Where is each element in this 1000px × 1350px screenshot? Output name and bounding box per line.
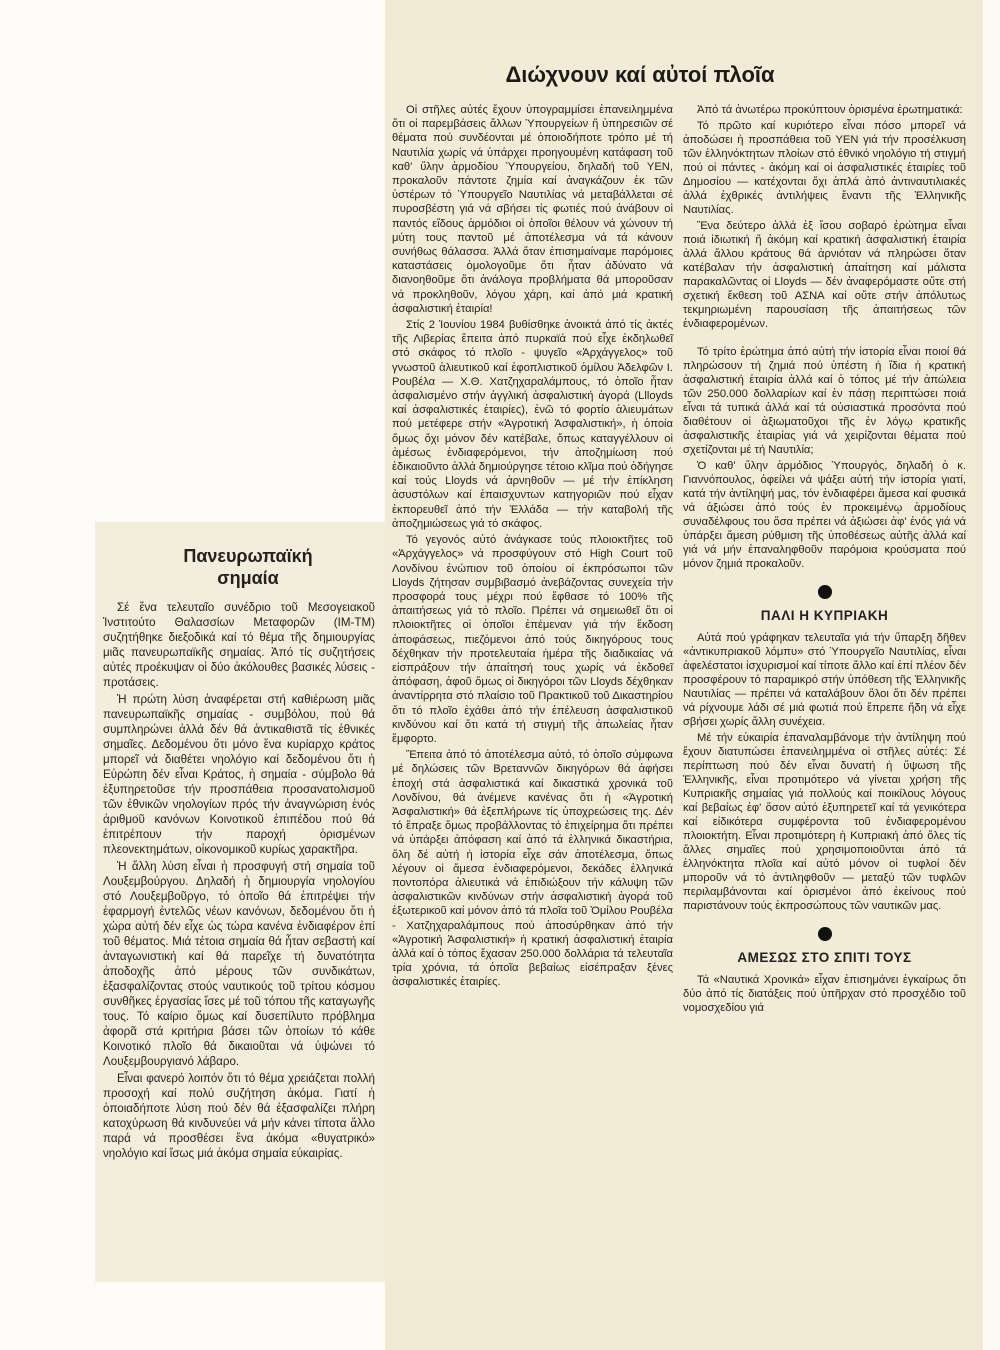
section-title-home: ΑΜΕΣΩΣ ΣΤΟ ΣΠΙΤΙ ΤΟΥΣ xyxy=(737,950,912,965)
right-paragraph: Ἕνα δεύτερο ἀλλά ἐξ ἴσου σοβαρό ἐρώτημα εἶναι ποιά ἰδιωτική ἤ ἀκόμη καί κρατική ἀσφαλιστική ἑταιρία ἀλλά ἄλλου κράτους θά ἀρνιόταν νά πληρώσει ὅταν κατέβαλαν τήν ἀσφαλιστική ἀπαίτηση καί μάλιστα παρακαλῶντας οἱ Lloyds — δέν ἀναφερόμαστε οὔτε στή σχετική ἔκθεση τοῦ ΑΣΝΑ καί οὔτε στήν ἀπόλυτως τεκμηριωμένη παρουσίαση τῆς ἀπαιτήσεως τῶν ἐνδιαφερομένων. xyxy=(683,220,966,330)
right-paragraph: Ὁ καθ' ὕλην ἁρμόδιος Ὑπουργός, δηλαδή ὁ κ. Γιαννόπουλος, ὀφείλει νά ψάξει αὐτή τήν ἱστορία γιατί, κατά τήν ἀντίληψή μας, τόν ἐνδιαφέρει ἄμεσα καί φυσικά νά ἀξιώσει ἀπό τούς ἐν προκειμένῳ ἁρμοδίους συναδέλφους του ὅσα πρέπει νά ἀξιώσει ἀφ' ἑνός γιά νά ὑπάρξει ἄμεση ρύθμιση τῆς ὑποθέσεως αὐτῆς ἀλλά καί γιά νά μήν ἐπαναληφθοῦν παρόμοια κρούσματα πού μόνον ζημιά προκαλοῦν. xyxy=(683,460,966,570)
middle-paragraph: Τό γεγονός αὐτό ἀνάγκασε τούς πλοιοκτῆτες τοῦ «Ἀρχάγγελος» νά προσφύγουν στό High Court τοῦ Λονδίνου ἐνώπιον τοῦ ὁποίου οἱ ἐκπρόσωποι τῶν Lloyds ζήτησαν συμβιβασμό ἀνεβάζοντας συνεχεία τήν προσφορά τους μέχρι πού ἔφθασε τό 100% τῆς ἀπαιτήσεως γιά τό πλοῖο. Πρέπει νά σημειωθεῖ ὅτι οἱ πλοιοκτῆτες οἱ ὁποῖοι ἐπέμεναν γιά τήν ἔκδοση ἀποφάσεως, πιεζόμενοι ἀπό τούς δικηγόρους τους δέχθηκαν τήν προτελευταία ἡμέρα τῆς διαδικαίας νά εἰσπράξουν τήν ἀπαίτησή τους χωρίς νά ἐκδοθεῖ ἀπόφαση, ἀφοῦ ὅμως οἱ δικηγόροι τῶν Lloyds δέχθηκαν ἀναντίρρητα στό πλαίσιο τοῦ Πρακτικοῦ τοῦ Δικαστηρίου ὅτι τό πλοῖο ἐχάθει ἀπό τήν ἐπέλευση ἀσφαλιστικοῦ κινδύνου καί ὅτι κατά τή στιγμή τῆς ἀπωλείας ἦταν ἔμφορτο. xyxy=(392,534,673,745)
right-paragraph: Τό τρίτο ἐρώτημα ἀπό αὐτή τήν ἱστορία εἶναι ποιοί θά πληρώσουν τή ζημιά πού ὑπέστη ἡ ἴδια ἡ κρατική ἀσφαλιστική ἑταιρία ἀλλά καί ὁ τόπος μέ τήν ἀπώλεια τῶν 250.000 δολλαρίων καί ἐν πάσῃ περιπτώσει ποιά εἶναι τά τυπικά ἀλλά καί τά οὐσιαστικά προσόντα πού διαθέτουν οἱ ἀξιωματοῦχοι τῆς ἐν λόγῳ κρατικῆς ἀσφαλιστικῆς ἑταιρίας γιά νά χειρίζονται θέματα πού σχετίζονται μέ τή Ναυτιλία; xyxy=(683,346,966,456)
left-paragraph: Ἡ πρώτη λύση ἀναφέρεται στή καθιέρωση μιᾶς πανευρωπαϊκῆς σημαίας - συμβόλου, πού θά συμπληρώνει ἀλλά δέν θά ἀντικαθιστᾶ τίς ἐθνικές σημαῖες. Δεδομένου ὅτι μόνο ἕνα κυρίαρχο κράτος μπορεῖ νά διαθέτει νηολόγιο καί δεδομένου ὅτι ἡ Εὐρώπη δέν εἶναι Κράτος, ἡ σημαία - σύμβολο θά ἐξυπηρετοῦσε τήν προσπάθεια προσανατολισμοῦ τῶν ἐθνικῶν νηολογίων πρός τήν ἀναγνώριση ἑνός ἀριθμοῦ κανόνων Κοινοτικοῦ ἐπιπέδου πού θά ἐπιτρέπουν τήν παροχή ὁρισμένων πλεονεκτημάτων, οἰκονομικοῦ κυρίως χαρακτῆρα. xyxy=(103,693,375,856)
middle-column-body xyxy=(392,103,673,990)
left-article-title-line1: Πανευρωπαϊκή xyxy=(183,546,313,566)
section-bullet-icon xyxy=(818,927,832,941)
left-article-title xyxy=(118,545,378,589)
right-paragraph: Τό πρῶτο καί κυριότερο εἶναι πόσο μπορεῖ νά ἀποδώσει ἡ προσπάθεια τοῦ ΥΕΝ γιά τήν προσέλκυση τῶν ἑλληνόκτητων πλοίων στό ἐθνικό νηολόγιο τή στιγμή πού οἱ πάντες - ἀκόμη καί οἱ ἀσφαλιστικές ἑταιρίες τοῦ Δημοσίου — κατέχονται ὄχι ἁπλά ἀπό ἀντιναυτιλιακές ἀλλά ἐχθρικές ἀντιλήψεις ἔναντι τῆς Ἑλληνικῆς Ναυτιλίας. xyxy=(683,120,966,216)
right-column-body xyxy=(683,103,966,1015)
right-paragraph: Αὐτά πού γράφηκαν τελευταῖα γιά τήν ὕπαρξη δῆθεν «ἀντικυπριακοῦ λόμπυ» στό Ὑπουργεῖο Ναυτιλίας, εἶναι ἀφελέστατοι ἰσχυρισμοί καί τίποτε ἄλλο καί ἐπί πλέον δέν προσφέρουν τό παραμικρό στήν ὑπόθεση τῆς Ἑλληνικῆς Ναυτιλίας — πρέπει νά καταλάβουν ὅλοι ὅτι δέν πρέπει νά ρίχνουμε λάδι σέ μιά φωτιά πού ἔπρεπε ἤδη νά εἶχε σβήσει χωρίς ἄλλη συνέχεια. xyxy=(683,632,966,728)
right-paragraph: Μέ τήν εὐκαιρία ἐπαναλαμβάνομε τήν ἀντίληψη πού ἔχουν διατυπώσει ἐπανειλημμένα οἱ στῆλες αὐτές: Σέ περίπτωση πού δέν εἶναι δυνατή ἡ ὕψωση τῆς Ἑλληνικῆς, εἶναι προτιμότερο νά γίνεται χρήση τῆς Κυπριακῆς σημαίας γιά πολλούς καί ποικίλους λόγους καί βεβαίως ἐφ' ὅσον αὐτό ἐξυπηρετεῖ καί τά γενικότερα καί εἰδικότερα συμφέροντα τοῦ ἐνδιαφερομένου πλοιοκτήτη. Εἶναι προτιμότερη ἡ Κυπριακή ἀπό ὅλες τίς ἄλλες σημαῖες πού χρησιμοποιοῦνται ἀπό τά ἑλληνόκτητα πλοῖα καί αὐτό μόνον οἱ τυφλοί δέν μποροῦν νά τό ἀντιληφθοῦν — μεταξύ τῶν τυφλῶν περιλαμβάνονται καί ὁρισμένοι ἀπό ἐκείνους πού παριστάνουν τούς ἐκπροσώπους τῶν ναυτικῶν μας. xyxy=(683,732,966,912)
right-paragraph: Ἀπό τά ἀνωτέρω προκύπτουν ὁρισμένα ἐρωτηματικά: xyxy=(697,104,963,116)
left-paragraph: Εἶναι φανερό λοιπόν ὅτι τό θέμα χρειάζεται πολλή προσοχή καί πολύ συζήτηση ἀκόμα. Γιατί ἡ ὁποιαδήποτε λύση πού δέν θά ἐξασφαλίζει πλήρη κατοχύρωση θά κινδυνεύει νά μήν κάνει τίποτα ἄλλο παρά νά προσθέσει ἕνα ἀκόμα «θυγατρικό» νηολόγιο καί ἴσως μιά ἀκόμα σημαία εὐκαιρίας. xyxy=(103,1072,375,1160)
left-article-title-line2: σημαία xyxy=(217,568,279,588)
left-article-body xyxy=(103,600,375,1161)
section-bullet-icon xyxy=(818,585,832,599)
right-paragraph: Τά «Ναυτικά Χρονικά» εἶχαν ἐπισημάνει ἐγκαίρως ὅτι δύο ἀπό τίς διατάξεις πού ὑπῆρχαν στό προσχέδιο τοῦ νομοσχεδίου γιά xyxy=(683,974,966,1014)
page-headline: Διώχνουν καί αὐτοί πλοῖα xyxy=(505,62,775,87)
middle-paragraph: Στίς 2 Ἰουνίου 1984 βυθίσθηκε ἀνοικτά ἀπό τίς ἀκτές τῆς Λιβερίας ἔπειτα ἀπό πυρκαϊά πού εἶχε ἐκδηλωθεῖ στό σκάφος τό πλοῖο - ψυγεῖο «Ἀρχάγγελος» τοῦ γνωστοῦ ἁλιευτικοῦ καί ἐφοπλιστικοῦ ὁμίλου Ἀδελφῶν Ι. Ρουβέλα — Χ.Θ. Χατζηχαραλάμπους, τό ὁποῖο ἦταν ἀσφαλισμένο στήν ἀγγλική ἀσφαλιστική ἀγορά (Llloyds καί ἀσφαλιστικές ἑταιρίες), ἐνῶ τό φορτίο ἁλιευμάτων πού μετέφερε στήν «Ἀγροτική Ἀσφαλιστική», ἡ ὁποία ὅμως ὄχι μόνον δέν κατέβαλε, ὅπως καταγγέλλουν οἱ ἀμέσως ἐνδιαφερόμενοι, τήν ἀποζημίωση πού ἐδικαιοῦντο ἀλλά δημιούργησε τέτοιο κλῖμα πού ὁδήγησε καί τούς Lloyds νά ἀρνηθοῦν — μέ τήν ἐπίκληση ἀσυστόλων καί ἐπαισχυντων κατηγοριῶν πού εἶχαν ἐκπορευθεῖ ἀπό τήν Ἑλλάδα — τήν καταβολή τῆς ἀποζημιώσεως γιά τό σκάφος. xyxy=(392,319,673,530)
middle-paragraph: Ἔπειτα ἀπό τό ἀποτέλεσμα αὐτό, τό ὁποῖο σύμφωνα μέ δηλώσεις τῶν Βρεταννῶν δικηγόρων θά ἀφήσει ἐποχή στά ἀσφαλιστικά καί δικαστικά χρονικά τοῦ Λονδίνου, θά ἀνέμενε κανένας ὅτι ἡ «Ἀγροτική Ἀσφαλιστική» θά ἐξεπλήρωνε τίς ὑποχρεώσεις της. Δέν τό ἔπραξε ὅμως προβάλλοντας τό ἐπιχείρημα ὅτι πρέπει νά ὑπάρξει ἀπόφαση καί ἀπό τά ἑλληνικά δικαστήρια, ὅλη δέ αὐτή ἡ ἱστορία εἶχε σάν ἀποτέλεσμα, ὅπως λέγουν οἱ ἄμεσα ἐνδιαφερόμενοι, δεκάδες ἑλληνικά ποντοπόρα ἁλιευτικά νά ἐπιδιώξουν τήν κάλυψη τῶν ἀσφαλιστικῶν κινδύνων στήν ἀσφαλιστική ἀγορά τοῦ ἐξωτερικοῦ καί μόνον ἀπό τά πλοῖα τοῦ Ὁμίλου Ρουβέλα - Χατζηχαραλάμπους πού ἀποσύρθηκαν ἀπό τήν «Ἀγροτική Ἀσφαλιστική» ἡ κρατική ἀσφαλιστική ἑταιρία ἀλλά καί ὁ τόπος ἔχασαν 250.000 δολλάρια τά τελευταῖα τρία χρόνια, τά ὁποῖα βεβαίως εἰσέπραξαν ξένες ἀσφαλιστικές ἑταιρίες. xyxy=(392,749,673,989)
left-paragraph: Σέ ἕνα τελευταῖο συνέδριο τοῦ Μεσογειακοῦ Ἰνστιτούτο Θαλασσίων Μεταφορῶν (ΙΜ-ΤΜ) συζητήθηκε διεξοδικά καί τό θέμα τῆς δημιουργίας μιᾶς πανευρωπαϊκῆς σημαίας. Ἀπό τίς συζητήσεις αὐτές προέκυψαν οἱ δύο ἀκόλουθες βασικές λύσεις - προτάσεις. xyxy=(103,601,375,689)
left-paragraph: Ἡ ἄλλη λύση εἶναι ἡ προσφυγή στή σημαία τοῦ Λουξεμβούργου. Δηλαδή ἡ δημιουργία νηολογίου στό Λουξεμβοῦργο, τό ὁποῖο θά ἐπιτρέψει τήν ἐφαρμογή ἐντελῶς νέων κανόνων, δεδομένου ὅτι ἡ χώρα αὐτή δέν εἶχε ὡς τώρα κανένα ἐνδιαφέρον ἐπί τοῦ θέματος. Μιά τέτοια σημαία θά ἦταν σεβαστή καί ἀνταγωνιστική καί θά παρεῖχε τή δυνατότητα ἀποδοχῆς ἀπό μέρους τῶν συνδικάτων, ἐξασφαλίζοντας στούς ναυτικούς τοῦ τρίτου κόσμου συνθῆκες ἐργασίας ἴσες μέ τοῦ τόπου τῆς καταγωγῆς τους. Τό καίριο ὅμως καί δυσεπίλυτο πρόβλημα ἀφορᾶ στά κριτήρια βάσει τῶν ὁποίων τό κάθε Κοινοτικό πλοῖο θά δικαιοῦται νά ὑψώνει τό Λουξεμβουργιανό λάβαρο. xyxy=(103,860,375,1068)
section-title-cyprus: ΠΑΛΙ Η ΚΥΠΡΙΑΚΗ xyxy=(760,608,889,623)
middle-paragraph: Οἱ στῆλες αὐτές ἔχουν ὑπογραμμίσει ἐπανειλημμένα ὅτι οἱ παρεμβάσεις ἄλλων Ὑπουργείων ἤ ὑπηρεσιῶν σέ θέματα πού συνδέονται μέ ὁποιοδήποτε τρόπο μέ τή Ναυτιλία χωρίς νά ὑπάρχει προηγουμένη κατάφαση τοῦ καθ' ὕλην ἁρμοδίου Ὑπουργείου, δηλαδή τοῦ ΥΕΝ, προκαλοῦν πάντοτε ζημία καί ἀναγκάζουν ἐκ τῶν ὑστέρων τό Ὑπουργεῖο Ναυτιλίας νά μεταβάλλεται σέ πυροσβέστη γιά νά σβήσει τίς φωτιές πού ἀνάβουν οἱ παντός εἴδους ἁρμόδιοι οἱ ὁποῖοι θέλουν νά χώνουν τή μύτη τους παντοῦ μέ ἀποτέλεσμα νά τά κάνουν συνήθως θάλασσα. Ἀλλά ὅταν ἐπισημαίναμε παρόμοιες καταστάσεις ὁμολογοῦμε ὅτι ἦταν ἀδύνατο νά διανοηθοῦμε ὅτι ἀνάλογα προβλήματα θά μποροῦσαν νά προκληθοῦν, λόγου χάρη, καί ἀπό μιά κρατική ἀσφαλιστική ἑταιρία! xyxy=(392,104,673,315)
